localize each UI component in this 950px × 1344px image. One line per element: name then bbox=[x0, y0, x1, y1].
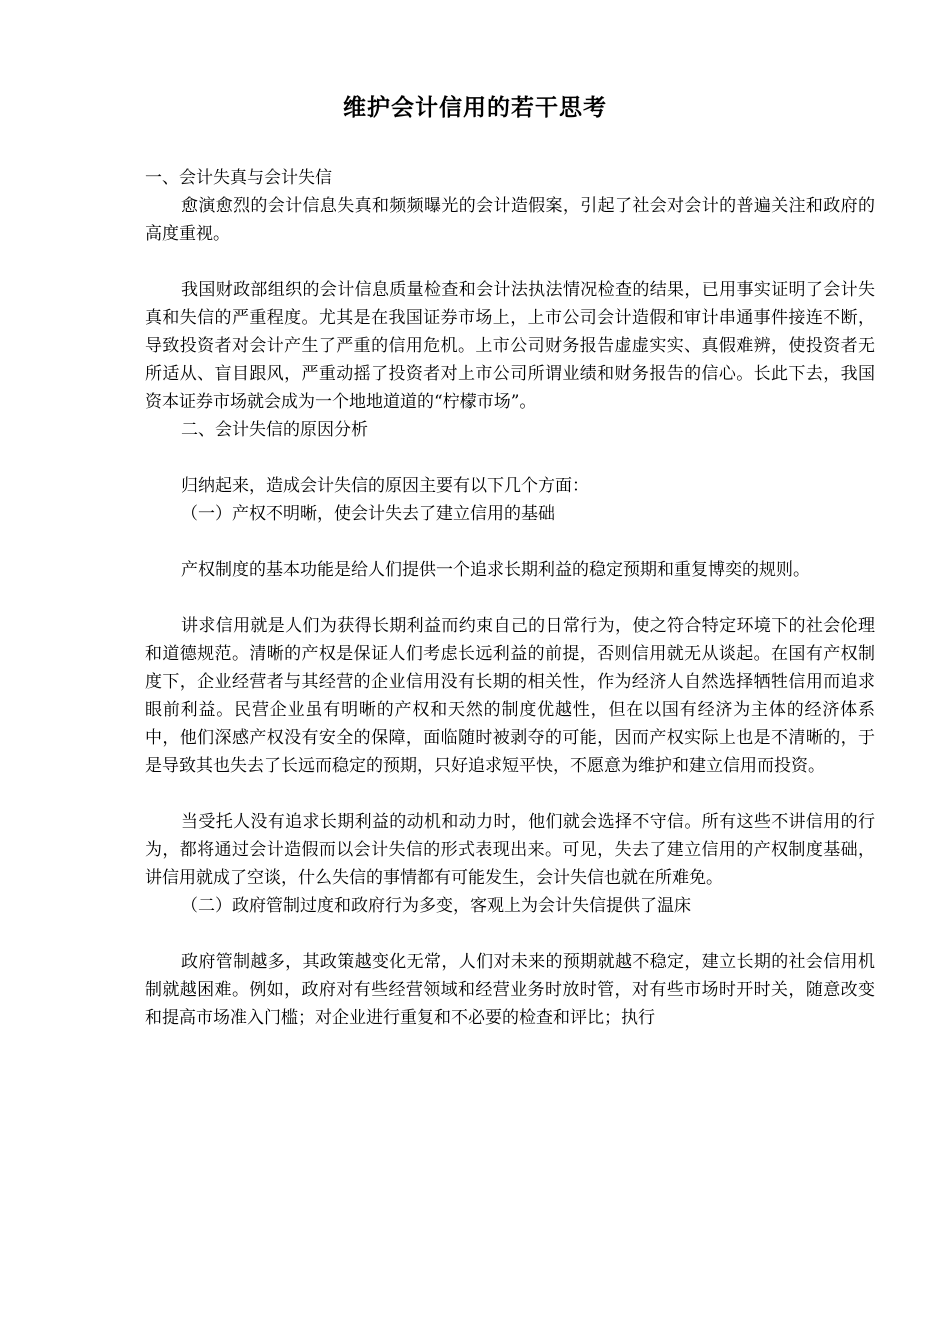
paragraph: 政府管制越多，其政策越变化无常，人们对未来的预期就越不稳定，建立长期的社会信用机制就越困难。例如，政府对有些经营领域和经营业务时放时管，对有些市场时开时关，随意改变和提高市场准入门槛；对企业进行重复和不必要的检查和评比；执行 bbox=[145, 952, 875, 1028]
document-body bbox=[145, 164, 875, 1032]
paragraph: 我国财政部组织的会计信息质量检查和会计法执法情况检查的结果，已用事实证明了会计失真和失信的严重程度。尤其是在我国证券市场上，上市公司会计造假和审计串通事件接连不断，导致投资者对会计产生了严重的信用危机。上市公司财务报告虚虚实实、真假难辨，使投资者无所适从、盲目跟风，严重动摇了投资者对上市公司所谓业绩和财务报告的信心。长此下去，我国资本证券市场就会成为一个地地道道的“柠檬市场”。 bbox=[145, 280, 875, 412]
paragraph: 愈演愈烈的会计信息失真和频频曝光的会计造假案，引起了社会对会计的普遍关注和政府的高度重视。 bbox=[145, 196, 875, 244]
paragraph: 归纳起来，造成会计失信的原因主要有以下几个方面： bbox=[181, 476, 589, 496]
section-heading-2: 二、会计失信的原因分析 bbox=[181, 420, 368, 440]
subsection-heading-1: （一）产权不明晰，使会计失去了建立信用的基础 bbox=[181, 504, 555, 524]
document-title: 维护会计信用的若干思考 bbox=[343, 94, 607, 121]
paragraph: 讲求信用就是人们为获得长期利益而约束自己的日常行为，使之符合特定环境下的社会伦理和道德规范。清晰的产权是保证人们考虑长远利益的前提，否则信用就无从谈起。在国有产权制度下，企业经营者与其经营的企业信用没有长期的相关性，作为经济人自然选择牺牲信用而追求眼前利益。民营企业虽有明晰的产权和天然的制度优越性，但在以国有经济为主体的经济体系中，他们深感产权没有安全的保障，面临随时被剥夺的可能，因而产权实际上也是不清晰的，于是导致其也失去了长远而稳定的预期，只好追求短平快，不愿意为维护和建立信用而投资。 bbox=[145, 616, 875, 776]
subsection-heading-2: （二）政府管制过度和政府行为多变，客观上为会计失信提供了温床 bbox=[181, 896, 691, 916]
section-heading-1: 一、会计失真与会计失信 bbox=[145, 168, 332, 188]
paragraph: 当受托人没有追求长期利益的动机和动力时，他们就会选择不守信。所有这些不讲信用的行为，都将通过会计造假而以会计失信的形式表现出来。可见，失去了建立信用的产权制度基础，讲信用就成了空谈，什么失信的事情都有可能发生，会计失信也就在所难免。 bbox=[145, 812, 875, 888]
paragraph: 产权制度的基本功能是给人们提供一个追求长期利益的稳定预期和重复博奕的规则。 bbox=[181, 560, 810, 580]
